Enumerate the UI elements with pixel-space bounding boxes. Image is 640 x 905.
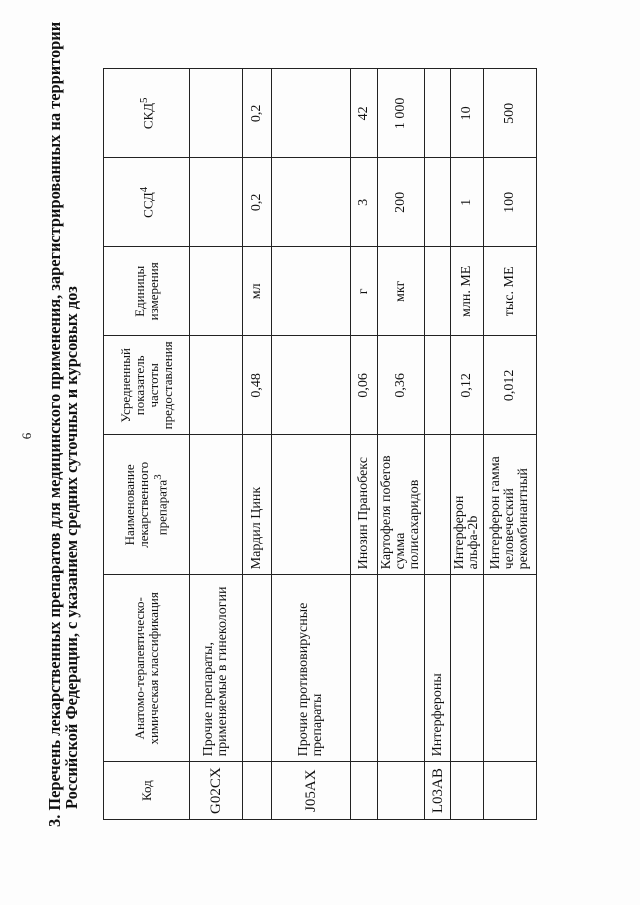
cell-skd: 1 000 (378, 69, 425, 158)
cell-unit (272, 247, 351, 336)
cell-drug (425, 435, 451, 575)
table-row (272, 69, 351, 820)
cell-drug: Интерферон гамма человеческий рекомбинантный (484, 435, 537, 575)
cell-frequency: 0,36 (378, 336, 425, 435)
header-drug-footnote: 3 (152, 474, 165, 480)
section-title (45, 21, 105, 827)
cell-unit: мл (243, 247, 272, 336)
cell-drug (190, 435, 243, 575)
cell-skd (425, 69, 451, 158)
table-row (190, 69, 243, 820)
section-title-line-1: 3. Перечень лекарственных препаратов для медицинского применения, зарегистрированных на территории (45, 21, 64, 827)
cell-frequency: 0,48 (243, 336, 272, 435)
cell-atc: Прочие препараты, применяемые в гинекологии (190, 575, 243, 762)
cell-frequency: 0,012 (484, 336, 537, 435)
cell-atc: Интерфероны (425, 575, 451, 762)
rotated-page-content (45, 21, 640, 827)
header-drug (104, 435, 190, 575)
cell-drug: Картофеля побегов сумма полисахаридов (378, 435, 425, 575)
table-header-row (104, 69, 190, 820)
cell-skd: 0,2 (243, 69, 272, 158)
cell-code (378, 762, 425, 820)
header-skd-label: СКД (140, 102, 156, 130)
cell-skd (190, 69, 243, 158)
cell-unit: тыс. МЕ (484, 247, 537, 336)
cell-code (351, 762, 378, 820)
cell-ssd (425, 158, 451, 247)
table-row (378, 69, 425, 820)
cell-atc (484, 575, 537, 762)
cell-skd (272, 69, 351, 158)
header-drug-label: Наименование лекарственного препарата (122, 461, 170, 548)
header-skd-footnote: 5 (138, 97, 151, 103)
cell-frequency (190, 336, 243, 435)
header-skd (104, 69, 190, 158)
drug-table (103, 68, 537, 820)
cell-unit: мкг (378, 247, 425, 336)
cell-frequency: 0,06 (351, 336, 378, 435)
cell-unit (425, 247, 451, 336)
cell-frequency (272, 336, 351, 435)
cell-frequency (425, 336, 451, 435)
cell-ssd: 0,2 (243, 158, 272, 247)
cell-code (243, 762, 272, 820)
cell-unit: млн. МЕ (451, 247, 484, 336)
header-atc: Анатомо-терапевтическо-химическая классификация (104, 575, 190, 762)
header-code: Код (104, 762, 190, 820)
section-title-line-2: Российской Федерации, с указанием средних суточных и курсовых доз (61, 286, 81, 809)
cell-ssd: 200 (378, 158, 425, 247)
table-row (451, 69, 484, 820)
table-row (243, 69, 272, 820)
cell-code: L03AB (425, 762, 451, 820)
cell-unit: г (351, 247, 378, 336)
cell-atc (451, 575, 484, 762)
cell-ssd: 100 (484, 158, 537, 247)
cell-ssd: 3 (351, 158, 378, 247)
cell-skd: 10 (451, 69, 484, 158)
cell-atc (378, 575, 425, 762)
cell-skd: 42 (351, 69, 378, 158)
cell-drug (272, 435, 351, 575)
cell-drug: Мардил Цинк (243, 435, 272, 575)
cell-unit (190, 247, 243, 336)
header-ssd (104, 158, 190, 247)
page-number: 6 (19, 432, 34, 440)
cell-frequency: 0,12 (451, 336, 484, 435)
cell-code: J05AX (272, 762, 351, 820)
table-row (484, 69, 537, 820)
cell-code: G02CX (190, 762, 243, 820)
cell-drug: Инозин Пранобекс (351, 435, 378, 575)
cell-skd: 500 (484, 69, 537, 158)
cell-atc (351, 575, 378, 762)
header-ssd-label: ССД (140, 192, 156, 218)
header-ssd-footnote: 4 (138, 186, 151, 193)
cell-drug: Интерферон альфа-2b (451, 435, 484, 575)
header-unit: Единицы измерения (104, 247, 190, 336)
cell-ssd (272, 158, 351, 247)
cell-ssd (190, 158, 243, 247)
header-frequency: Усредненный показатель частоты предоставления (104, 336, 190, 435)
table-row (425, 69, 451, 820)
cell-ssd: 1 (451, 158, 484, 247)
cell-code (484, 762, 537, 820)
cell-atc: Прочие противовирусные препараты (272, 575, 351, 762)
table-row (351, 69, 378, 820)
cell-code (451, 762, 484, 820)
cell-atc (243, 575, 272, 762)
